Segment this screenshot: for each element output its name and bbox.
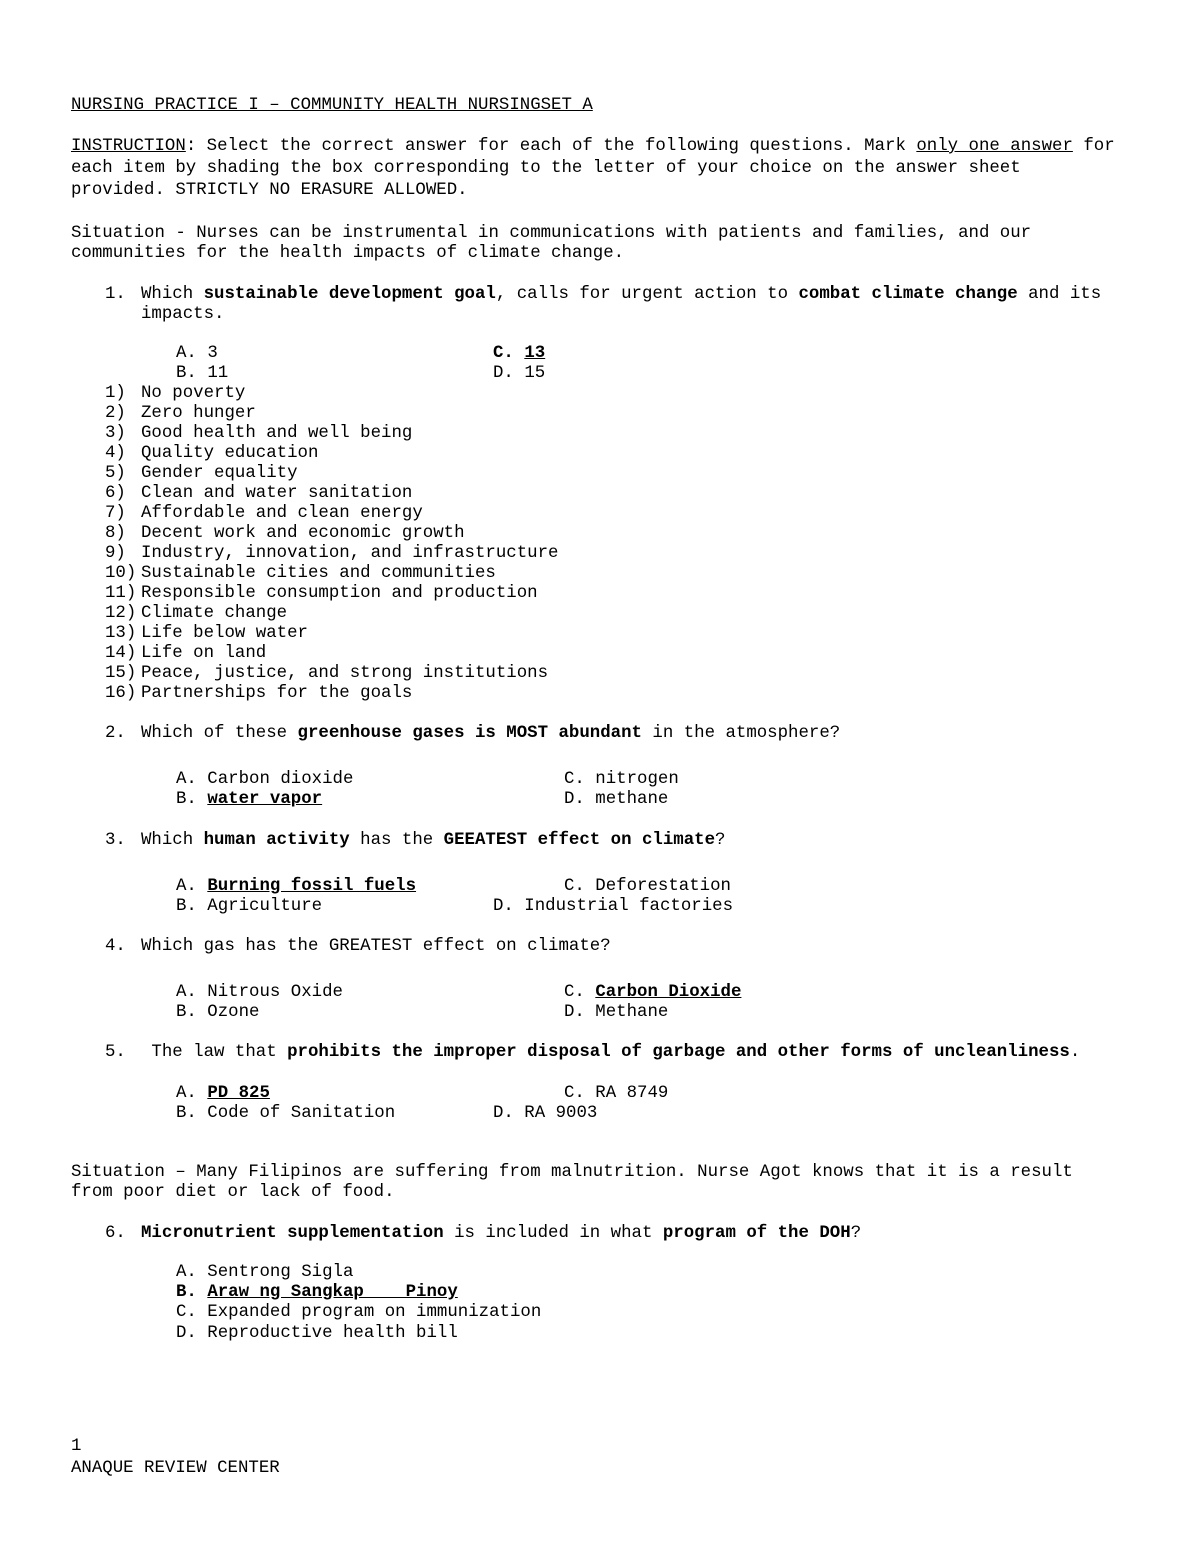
page-title: NURSING PRACTICE I – COMMUNITY HEALTH NURSINGSET A bbox=[71, 96, 593, 115]
question-1-number: 1. bbox=[105, 285, 126, 304]
instruction-text: : Select the correct answer for each of the following questions. Mark bbox=[185, 137, 917, 156]
list-item: 6) Clean and water sanitation bbox=[105, 484, 413, 503]
question-5-stem: The law that prohibits the improper disposal of garbage and other forms of uncleanliness. bbox=[141, 1043, 1081, 1062]
q6-option-a: A. Sentrong Sigla bbox=[176, 1263, 354, 1282]
instruction-emphasis: only one answer bbox=[916, 137, 1073, 156]
instruction-text-end: for bbox=[1072, 137, 1115, 156]
q1-option-a: A. 3 bbox=[176, 344, 218, 363]
list-item: 13) Life below water bbox=[105, 624, 308, 643]
q6-option-d: D. Reproductive health bill bbox=[176, 1324, 458, 1343]
list-item: 7) Affordable and clean energy bbox=[105, 504, 423, 523]
question-6-stem: Micronutrient supplementation is included in what program of the DOH? bbox=[141, 1224, 862, 1243]
list-item: 10) Sustainable cities and communities bbox=[105, 564, 496, 583]
question-5-number: 5. bbox=[105, 1043, 126, 1062]
situation-1-line-1: Situation - Nurses can be instrumental in communications with patients and families, and our bbox=[71, 224, 1032, 243]
q5-option-c: C. RA 8749 bbox=[564, 1084, 669, 1103]
list-item: 11) Responsible consumption and production bbox=[105, 584, 538, 603]
list-item: 4) Quality education bbox=[105, 444, 319, 463]
instruction-line-3: provided. STRICTLY NO ERASURE ALLOWED. bbox=[71, 181, 468, 200]
question-4-stem: Which gas has the GREATEST effect on climate? bbox=[141, 937, 611, 956]
instruction-label: INSTRUCTION bbox=[71, 137, 186, 156]
q5-option-b: B. Code of Sanitation bbox=[176, 1104, 396, 1123]
question-1-stem-cont: impacts. bbox=[141, 305, 225, 324]
question-2-number: 2. bbox=[105, 724, 126, 743]
list-item: 3) Good health and well being bbox=[105, 424, 413, 443]
instruction-line-2: each item by shading the box corresponding to the letter of your choice on the answer sheet bbox=[71, 159, 1021, 178]
q1-option-b: B. 11 bbox=[176, 364, 229, 383]
q6-option-c: C. Expanded program on immunization bbox=[176, 1303, 542, 1322]
question-4-number: 4. bbox=[105, 937, 126, 956]
q5-option-a-answer: A. PD 825 bbox=[176, 1084, 270, 1103]
list-item: 16) Partnerships for the goals bbox=[105, 684, 413, 703]
question-1-stem: Which sustainable development goal, calls for urgent action to combat climate change and its bbox=[141, 285, 1102, 304]
q2-option-c: C. nitrogen bbox=[564, 770, 679, 789]
q1-option-c-answer: C. 13 bbox=[493, 344, 546, 363]
q4-option-c-answer: C. Carbon Dioxide bbox=[564, 983, 742, 1002]
list-item: 15) Peace, justice, and strong institutions bbox=[105, 664, 549, 683]
q3-option-a-answer: A. Burning fossil fuels bbox=[176, 877, 417, 896]
situation-1-line-2: communities for the health impacts of climate change. bbox=[71, 244, 625, 263]
list-item: 1) No poverty bbox=[105, 384, 246, 403]
situation-2-line-1: Situation – Many Filipinos are suffering from malnutrition. Nurse Agot knows that it is a result bbox=[71, 1163, 1073, 1182]
q4-option-a: A. Nitrous Oxide bbox=[176, 983, 343, 1002]
q2-option-b-answer: B. water vapor bbox=[176, 790, 323, 809]
list-item: 12) Climate change bbox=[105, 604, 288, 623]
q1-option-d: D. 15 bbox=[493, 364, 546, 383]
question-2-stem: Which of these greenhouse gases is MOST abundant in the atmosphere? bbox=[141, 724, 841, 743]
question-3-number: 3. bbox=[105, 831, 126, 850]
q5-option-d: D. RA 9003 bbox=[493, 1104, 598, 1123]
list-item: 2) Zero hunger bbox=[105, 404, 256, 423]
list-item: 8) Decent work and economic growth bbox=[105, 524, 465, 543]
list-item: 5) Gender equality bbox=[105, 464, 298, 483]
q6-option-b-answer: B. Araw ng Sangkap Pinoy bbox=[176, 1283, 458, 1302]
situation-2-line-2: from poor diet or lack of food. bbox=[71, 1183, 395, 1202]
q3-option-d: D. Industrial factories bbox=[493, 897, 734, 916]
instruction-line-1 bbox=[71, 137, 1115, 157]
q2-option-a: A. Carbon dioxide bbox=[176, 770, 354, 789]
q3-option-c: C. Deforestation bbox=[564, 877, 731, 896]
footer-org: ANAQUE REVIEW CENTER bbox=[71, 1459, 280, 1478]
q2-option-d: D. methane bbox=[564, 790, 669, 809]
q4-option-d: D. Methane bbox=[564, 1003, 669, 1022]
q3-option-b: B. Agriculture bbox=[176, 897, 323, 916]
question-6-number: 6. bbox=[105, 1224, 126, 1243]
question-3-stem: Which human activity has the GEEATEST effect on climate? bbox=[141, 831, 726, 850]
list-item: 14) Life on land bbox=[105, 644, 267, 663]
page-number: 1 bbox=[71, 1437, 82, 1456]
list-item: 9) Industry, innovation, and infrastructure bbox=[105, 544, 559, 563]
q4-option-b: B. Ozone bbox=[176, 1003, 260, 1022]
